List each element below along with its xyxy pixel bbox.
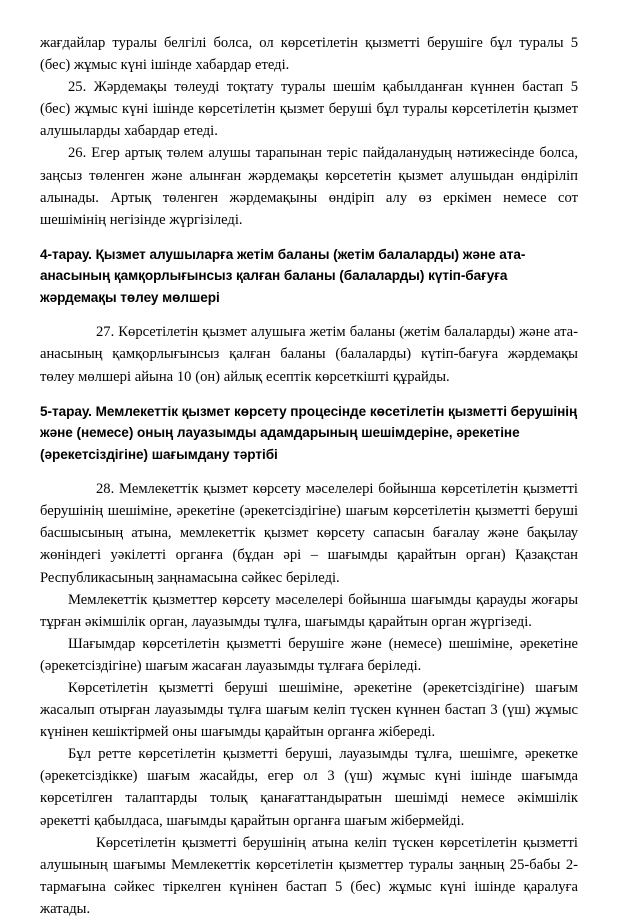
spacer-after-chapter-5 [40, 465, 578, 478]
chapter-heading-4: 4-тарау. Қызмет алушыларға жетім баланы (жетім балаларды) және ата-анасының қамқорлығынсыз қалған баланы (балаларды) күтіп-бағуға жәрдемақы төлеу мөлшері [40, 246, 526, 305]
paragraph-no-forwarding-case: Бұл ретте көрсетілетін қызметті беруші, лауазымды тұлға, шешімге, әрекетке (әрекетсіздікке) шағым жасайды, егер ол 3 (үш) жұмыс күні ішінде шағымда көрсетілген талаптарды толық қанағаттандыратын шешімді немесе әкімшілік әрекетті қабылдаса, шағымды қарайтын органға шағым жібермейді. [40, 746, 578, 829]
paragraph-higher-authority: Мемлекеттік қызметтер көрсету мәселелері бойынша шағымды қарауды жоғары тұрған әкімшілік орган, лауазымды тұлға, шағымды қарайтын орган жүргізеді. [40, 591, 578, 630]
paragraph-complaints-submission: Шағымдар көрсетілетін қызметті берушіге және (немесе) шешіміне, әрекетіне (әрекетсіздігіне) шағым жасаған лауазымды тұлғаға беріледі. [40, 635, 578, 674]
paragraph-26: 26. Егер артық төлем алушы тарапынан теріс пайдаланудың нәтижесінде болса, заңсыз төленген және алынған жәрдемақы көрсететін қызмет алушыдан өндіріліп алынады. Артық төленген жәрдемақыны өндіріп алу өз еркімен немесе сот шешімінің негізінде жүргізіледі. [40, 145, 578, 228]
chapter-heading-5: 5-тарау. Мемлекеттік қызмет көрсету процесінде көсетілетін қызметті берушінің және (немесе) оның лауазымды адамдарының шешімдеріне, әрекетіне (әрекетсіздігіне) шағымдану тәртібі [40, 403, 578, 462]
document-body [40, 32, 578, 920]
paragraph-forwarding-deadline: Көрсетілетін қызметті беруші шешіміне, әрекетіне (әрекетсіздігіне) шағым жасалып отырған лауазымды тұлға шағым келіп түскен күннен бастап 3 (үш) жұмыс күнінен кешіктірмей оны шағымды қарайтын органға жібереді. [40, 679, 578, 741]
spacer-before-chapter-4 [40, 231, 578, 244]
paragraph-28: 28. Мемлекеттік қызмет көрсету мәселелері бойынша көрсетілетін қызметті берушінің шешіміне, әрекетіне (әрекетсіздігіне) шағым көрсетілетін қызметті беруші басшысының атына, мемлекеттік қызмет көрсету сапасын бағалау және бақылау жөніндегі уәкілетті органға (бұдан әрі – шағымды қарайтын орган) Қазақстан Республикасының заңнамасына сәйкес беріледі. [40, 481, 578, 586]
paragraph-review-period: Көрсетілетін қызметті берушінің атына келіп түскен көрсетілетін қызметті алушының шағымы Мемлекеттік көрсетілетін қызметтер туралы заңның 25-бабы 2-тармағына сәйкес тіркелген күнінен бастап 5 (бес) жұмыс күні ішінде қаралуға жатады. [40, 834, 578, 917]
paragraph-25: 25. Жәрдемақы төлеуді тоқтату туралы шешім қабылданған күннен бастап 5 (бес) жұмыс күні ішінде көрсетілетін қызмет беруші бұл туралы көрсетілетін қызмет алушыларды хабардар етеді. [40, 79, 578, 140]
spacer-after-chapter-4 [40, 308, 578, 321]
spacer-before-chapter-5 [40, 388, 578, 401]
paragraph-continuation: жағдайлар туралы белгілі болса, ол көрсетілетін қызметті берушіге бұл туралы 5 (бес) жұмыс күні ішінде хабардар етеді. [40, 35, 578, 74]
paragraph-27: 27. Көрсетілетін қызмет алушыға жетім баланы (жетім балаларды) және ата-анасының қамқорлығынсыз қалған баланы (балаларды) күтіп-бағуға жәрдемақы төлеу мөлшері айына 10 (он) айлық есептік көрсеткішті құрайды. [40, 324, 578, 385]
